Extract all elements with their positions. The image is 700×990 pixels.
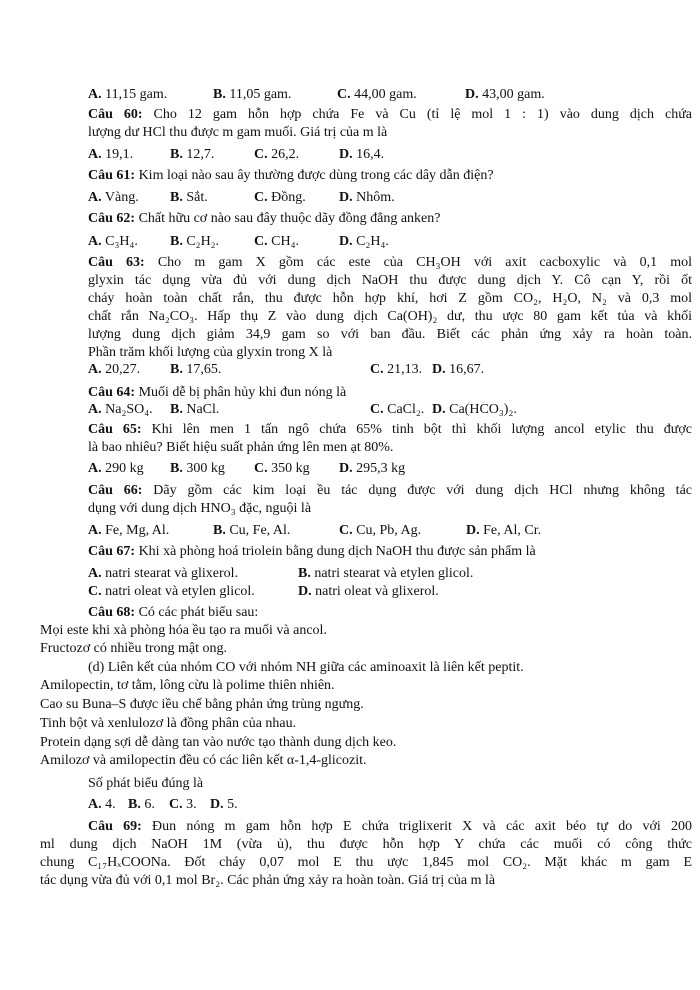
option-text: 300 kg [182,461,225,476]
option-key: B. [298,566,311,581]
text-line [88,500,311,518]
answer-option [339,234,389,250]
question-text: lượng dư HCl thu được m gam muối. Giá trị của m là [88,125,388,140]
text-line [88,290,692,308]
answer-option [339,190,395,206]
option-key: D. [432,402,446,417]
question-text: chất rắn Na₂CO₃. Hấp thụ Z vào dung dịch Ca(OH)₂ dư, thu ược 80 gam kết tủa và khối [88,309,692,324]
question-text: Đun nóng m gam hỗn hợp E chứa triglixerit X và các axit béo tự do với 200 [141,819,692,834]
answer-option [88,584,255,600]
option-key: C. [339,523,353,538]
option-key: D. [466,523,480,538]
text-line [40,872,495,890]
option-key: B. [170,147,183,162]
option-key: C. [254,147,268,162]
answer-option [88,234,138,250]
option-text: Vàng. [101,190,139,205]
answer-option [339,523,421,539]
answer-option [254,234,299,250]
text-line [40,640,227,658]
question-number: Câu 63: [88,255,145,270]
option-text: Cu, Pb, Ag. [352,523,422,538]
option-key: D. [339,461,353,476]
question-line [88,106,692,124]
question-text: Mọi este khi xà phòng hóa ều tạo ra muối và ancol. [40,623,327,638]
option-key: C. [254,461,268,476]
text-line [88,326,692,344]
text-line [88,272,692,290]
option-key: B. [128,797,141,812]
question-number: Câu 67: [88,544,136,559]
question-number: Câu 62: [88,211,136,226]
question-text: là bao nhiêu? Biết hiệu suất phản ứng lên men ạt 80%. [88,440,394,455]
option-key: D. [465,87,479,102]
option-text: Na₂SO₄. [101,402,153,417]
option-text: Fe, Mg, Al. [101,523,170,538]
option-key: A. [88,234,102,249]
option-key: A. [88,362,102,377]
option-key: A. [88,87,102,102]
option-key: C. [337,87,351,102]
option-text: 16,67. [445,362,485,377]
answer-option [465,87,545,103]
answer-option [170,147,214,163]
option-text: C₂H₄. [352,234,389,249]
question-line [88,384,346,402]
option-key: C. [88,584,102,599]
option-key: D. [432,362,446,377]
question-text: glyxin tác dụng vừa đủ với dung dịch NaOH thu được dung dịch Y. Cô cạn Y, rồi ốt [88,273,692,288]
option-key: A. [88,461,102,476]
question-number: Câu 61: [88,168,136,183]
option-key: D. [339,147,353,162]
option-key: B. [170,362,183,377]
option-key: B. [170,461,183,476]
option-key: C. [169,797,183,812]
question-text: Phần trăm khối lượng của glyxin trong X là [88,345,333,360]
text-line [40,752,367,770]
question-text: Muối dễ bị phân hủy khi đun nóng là [135,385,347,400]
answer-option [88,362,140,378]
question-line [88,421,692,439]
question-text: ml dung dịch NaOH 1M (vừa ủ), thu được hỗn hợp Y chứa các muối có công thức [40,837,692,852]
option-text: 11,15 gam. [101,87,168,102]
option-text: 21,13. [383,362,423,377]
answer-option [88,461,144,477]
option-key: B. [170,234,183,249]
answer-option [170,362,221,378]
answer-option [169,797,197,813]
option-text: 43,00 gam. [478,87,545,102]
answer-option [88,190,139,206]
option-key: B. [213,523,226,538]
question-text: tác dụng vừa đủ với 0,1 mol Br₂. Các phản ứng xảy ra hoàn toàn. Giá trị của m là [40,873,496,888]
text-line [88,439,393,457]
question-line [88,167,494,185]
answer-option [254,461,310,477]
answer-option [298,566,473,582]
option-text: Cu, Fe, Al. [225,523,291,538]
option-text: 5. [223,797,238,812]
answer-option [210,797,238,813]
option-text: Nhôm. [352,190,395,205]
text-line [88,308,692,326]
option-text: Sắt. [182,190,208,205]
answer-option [339,147,384,163]
option-key: D. [298,584,312,599]
question-line [88,543,536,561]
option-text: 11,05 gam. [225,87,292,102]
option-key: A. [88,523,102,538]
option-key: A. [88,190,102,205]
question-number: Câu 68: [88,605,136,620]
option-text: natri stearat và etylen glicol. [310,566,474,581]
question-text: Khi lên men 1 tấn ngô chứa 65% tinh bột thì khối lượng ancol etylic thu được [141,422,693,437]
option-text: C₂H₂. [182,234,220,249]
option-text: Đồng. [267,190,306,205]
option-text: 290 kg [101,461,144,476]
option-key: D. [339,190,353,205]
question-text: (d) Liên kết của nhóm CO với nhóm NH giữa các aminoaxit là liên kết peptit. [88,660,524,675]
option-text: 16,4. [352,147,385,162]
answer-option [370,402,424,418]
answer-option [128,797,155,813]
answer-option [370,362,422,378]
question-text: lượng dung dịch giảm 34,9 gam so với ban đầu. Biết các phản ứng xảy ra hoàn toàn. [88,327,692,342]
question-text: Có các phát biểu sau: [135,605,259,620]
option-key: D. [339,234,353,249]
question-text: Dãy gồm các kim loại ều tác dụng được với dung dịch HCl nhưng không tác [142,483,692,498]
answer-option [170,402,219,418]
text-line [40,677,335,695]
option-text: 4. [101,797,116,812]
option-key: B. [170,402,183,417]
option-key: B. [213,87,226,102]
option-key: B. [170,190,183,205]
option-key: C. [370,402,384,417]
question-text: Cao su Buna–S được iều chế bằng phản ứng trùng ngưng. [40,697,364,712]
text-line [40,836,692,854]
answer-option [339,461,405,477]
option-text: CaCl₂. [383,402,425,417]
answer-option [432,362,484,378]
option-text: natri stearat và glixerol. [101,566,239,581]
option-key: A. [88,147,102,162]
answer-option [170,234,219,250]
option-text: 20,27. [101,362,141,377]
question-text: Amilozơ và amilopectin đều có các liên kết α-1,4-glicozit. [40,753,367,768]
option-text: 26,2. [267,147,300,162]
question-number: Câu 65: [88,422,142,437]
option-text: natri oleat và glixerol. [311,584,439,599]
text-line [40,734,396,752]
text-line [88,124,387,142]
answer-option [254,147,299,163]
question-line [88,604,258,622]
question-text: Cho m gam X gồm các este của CH₃OH với axit cacboxylic và 0,1 mol [144,255,692,270]
text-line [88,659,524,677]
answer-option [88,566,238,582]
question-line [88,818,692,836]
option-key: C. [370,362,384,377]
option-text: 350 kg [267,461,310,476]
answer-option [88,87,167,103]
option-text: 19,1. [101,147,134,162]
option-text: 12,7. [182,147,215,162]
text-line [40,854,692,872]
question-text: Amilopectin, tơ tằm, lông cừu là polime thiên nhiên. [40,678,335,693]
question-number: Câu 69: [88,819,142,834]
option-key: D. [210,797,224,812]
question-text: Số phát biểu đúng là [88,776,204,791]
option-text: natri oleat và etylen glicol. [101,584,255,599]
answer-option [88,523,169,539]
question-text: Chất hữu cơ nào sau đây thuộc dãy đồng đẳng anken? [135,211,441,226]
answer-option [88,402,153,418]
question-line [88,254,692,272]
question-text: dụng với dung dịch HNO₃ đặc, nguội là [88,501,312,516]
answer-option [298,584,439,600]
question-text: Cho 12 gam hỗn hợp chứa Fe và Cu (tỉ lệ mol 1 : 1) vào dung dịch chứa [142,107,693,122]
option-key: C. [254,190,268,205]
question-text: chung C₁₇HₓCOONa. Đốt cháy 0,07 mol E thu ược 1,845 mol CO₂. Mặt khác m gam E [40,855,692,870]
answer-option [88,797,116,813]
text-line [88,775,203,793]
question-text: Kim loại nào sau ây thường được dùng trong các dây dẫn điện? [135,168,494,183]
option-text: Fe, Al, Cr. [479,523,542,538]
question-text: Protein dạng sợi dễ dàng tan vào nước tạo thành dung dịch keo. [40,735,397,750]
question-text: Fructozơ có nhiều trong mật ong. [40,641,228,656]
question-number: Câu 66: [88,483,143,498]
answer-option [170,461,225,477]
answer-option [254,190,306,206]
text-line [40,622,327,640]
option-text: CH₄. [267,234,299,249]
option-text: C₃H₄. [101,234,138,249]
answer-option [213,523,290,539]
question-text: cháy hoàn toàn chất rắn, thu được hỗn hợp khí, hơi Z gồm CO₂, H₂O, N₂ và 0,3 mol [88,291,692,306]
option-key: A. [88,797,102,812]
answer-option [432,402,517,418]
text-line [40,715,296,733]
option-text: 3. [182,797,197,812]
option-text: 17,65. [182,362,222,377]
text-line [40,696,364,714]
option-key: C. [254,234,268,249]
question-number: Câu 64: [88,385,136,400]
question-line [88,210,440,228]
answer-option [466,523,541,539]
text-line [88,344,332,362]
answer-option [88,147,133,163]
question-text: Tinh bột và xenlulozơ là đồng phân của nhau. [40,716,297,731]
question-text: Khi xà phòng hoá triolein bằng dung dịch NaOH thu được sản phẩm là [135,544,536,559]
answer-option [337,87,417,103]
option-text: Ca(HCO₃)₂. [445,402,517,417]
option-text: 44,00 gam. [350,87,417,102]
option-text: 6. [140,797,155,812]
option-key: A. [88,566,102,581]
option-text: 295,3 kg [352,461,406,476]
option-text: NaCl. [182,402,220,417]
answer-option [213,87,291,103]
answer-option [170,190,208,206]
option-key: A. [88,402,102,417]
question-line [88,482,692,500]
question-number: Câu 60: [88,107,143,122]
